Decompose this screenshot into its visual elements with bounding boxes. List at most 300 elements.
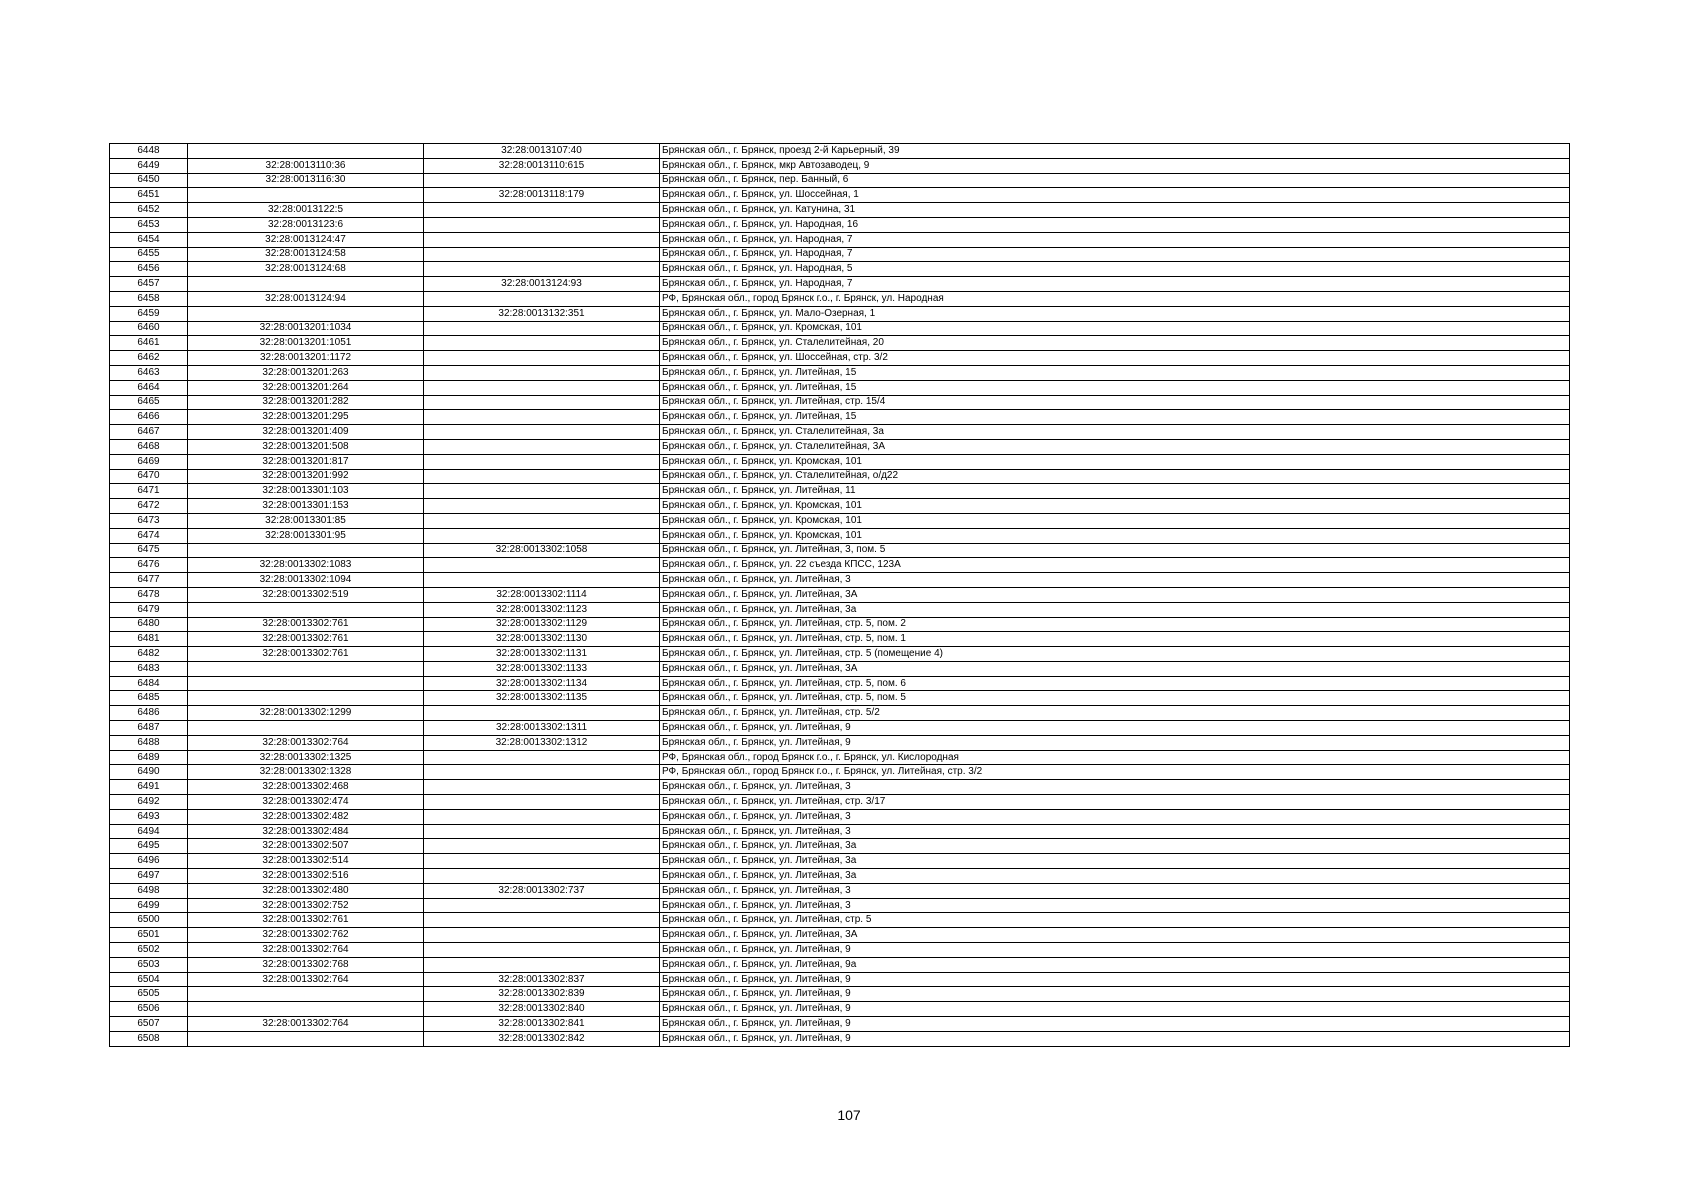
cadastral-number-cell: 32:28:0013110:36 — [188, 158, 424, 173]
table-row — [110, 380, 1570, 395]
object-cadastral-number-cell — [424, 410, 660, 425]
row-number-cell: 6462 — [110, 351, 188, 366]
table-row — [110, 795, 1570, 810]
cadastral-number-cell — [188, 987, 424, 1002]
object-cadastral-number-cell — [424, 365, 660, 380]
object-cadastral-number-cell — [424, 750, 660, 765]
object-cadastral-number-cell: 32:28:0013302:840 — [424, 1002, 660, 1017]
table-row — [110, 262, 1570, 277]
object-cadastral-number-cell — [424, 454, 660, 469]
cadastral-number-cell — [188, 277, 424, 292]
address-cell: Брянская обл., г. Брянск, ул. 22 съезда КПСС, 123А — [660, 558, 1570, 573]
cadastral-number-cell — [188, 543, 424, 558]
object-cadastral-number-cell — [424, 173, 660, 188]
address-cell: Брянская обл., г. Брянск, ул. Катунина, 31 — [660, 203, 1570, 218]
table-row — [110, 291, 1570, 306]
address-cell: Брянская обл., г. Брянск, ул. Литейная, стр. 15/4 — [660, 395, 1570, 410]
row-number-cell: 6473 — [110, 513, 188, 528]
table-row — [110, 543, 1570, 558]
address-cell: РФ, Брянская обл., город Брянск г.о., г. Брянск, ул. Литейная, стр. 3/2 — [660, 765, 1570, 780]
row-number-cell: 6488 — [110, 735, 188, 750]
table-row — [110, 928, 1570, 943]
object-cadastral-number-cell — [424, 898, 660, 913]
cadastral-number-cell: 32:28:0013302:519 — [188, 587, 424, 602]
object-cadastral-number-cell: 32:28:0013302:1130 — [424, 632, 660, 647]
object-cadastral-number-cell — [424, 943, 660, 958]
table-row — [110, 824, 1570, 839]
cadastral-number-cell: 32:28:0013302:764 — [188, 1017, 424, 1032]
address-cell: Брянская обл., г. Брянск, ул. Литейная, 9 — [660, 735, 1570, 750]
table-row — [110, 587, 1570, 602]
cadastral-number-cell — [188, 602, 424, 617]
cadastral-number-cell: 32:28:0013124:47 — [188, 232, 424, 247]
table-row — [110, 321, 1570, 336]
table-row — [110, 277, 1570, 292]
table-row — [110, 499, 1570, 514]
table-row — [110, 425, 1570, 440]
table-row — [110, 144, 1570, 159]
table-row — [110, 454, 1570, 469]
row-number-cell: 6495 — [110, 839, 188, 854]
object-cadastral-number-cell: 32:28:0013118:179 — [424, 188, 660, 203]
address-cell: Брянская обл., г. Брянск, ул. Литейная, 3А — [660, 661, 1570, 676]
row-number-cell: 6466 — [110, 410, 188, 425]
table-row — [110, 158, 1570, 173]
table-row — [110, 750, 1570, 765]
row-number-cell: 6478 — [110, 587, 188, 602]
address-cell: Брянская обл., г. Брянск, пер. Банный, 6 — [660, 173, 1570, 188]
table-row — [110, 632, 1570, 647]
object-cadastral-number-cell — [424, 558, 660, 573]
row-number-cell: 6508 — [110, 1031, 188, 1046]
address-cell: Брянская обл., г. Брянск, ул. Литейная, 9 — [660, 987, 1570, 1002]
address-cell: Брянская обл., г. Брянск, ул. Шоссейная, 1 — [660, 188, 1570, 203]
address-cell: Брянская обл., г. Брянск, ул. Литейная, стр. 5, пом. 1 — [660, 632, 1570, 647]
object-cadastral-number-cell: 32:28:0013132:351 — [424, 306, 660, 321]
address-cell: Брянская обл., г. Брянск, ул. Литейная, 9 — [660, 972, 1570, 987]
cadastral-number-cell: 32:28:0013302:764 — [188, 943, 424, 958]
object-cadastral-number-cell — [424, 869, 660, 884]
row-number-cell: 6479 — [110, 602, 188, 617]
table-row — [110, 203, 1570, 218]
address-cell: Брянская обл., г. Брянск, ул. Народная, 7 — [660, 247, 1570, 262]
address-cell: Брянская обл., г. Брянск, ул. Народная, 7 — [660, 232, 1570, 247]
row-number-cell: 6470 — [110, 469, 188, 484]
address-cell: Брянская обл., г. Брянск, ул. Литейная, 3 — [660, 780, 1570, 795]
row-number-cell: 6448 — [110, 144, 188, 159]
table-row — [110, 173, 1570, 188]
table-row — [110, 439, 1570, 454]
cadastral-number-cell: 32:28:0013302:516 — [188, 869, 424, 884]
row-number-cell: 6463 — [110, 365, 188, 380]
address-cell: Брянская обл., г. Брянск, ул. Литейная, 3А — [660, 928, 1570, 943]
address-cell: Брянская обл., г. Брянск, ул. Литейная, стр. 5 — [660, 913, 1570, 928]
table-row — [110, 513, 1570, 528]
row-number-cell: 6492 — [110, 795, 188, 810]
table-row — [110, 809, 1570, 824]
row-number-cell: 6490 — [110, 765, 188, 780]
address-cell: Брянская обл., г. Брянск, ул. Литейная, 15 — [660, 365, 1570, 380]
row-number-cell: 6461 — [110, 336, 188, 351]
row-number-cell: 6506 — [110, 1002, 188, 1017]
cadastral-number-cell — [188, 306, 424, 321]
address-cell: Брянская обл., г. Брянск, ул. Литейная, 3 — [660, 573, 1570, 588]
table-row — [110, 1017, 1570, 1032]
object-cadastral-number-cell: 32:28:0013302:839 — [424, 987, 660, 1002]
table-row — [110, 573, 1570, 588]
object-cadastral-number-cell — [424, 854, 660, 869]
cadastral-number-cell: 32:28:0013302:761 — [188, 913, 424, 928]
row-number-cell: 6497 — [110, 869, 188, 884]
object-cadastral-number-cell — [424, 232, 660, 247]
row-number-cell: 6457 — [110, 277, 188, 292]
address-cell: Брянская обл., г. Брянск, ул. Литейная, 3 — [660, 809, 1570, 824]
table-row — [110, 217, 1570, 232]
cadastral-number-cell — [188, 1002, 424, 1017]
address-cell: Брянская обл., г. Брянск, ул. Кромская, 101 — [660, 454, 1570, 469]
table-row — [110, 898, 1570, 913]
row-number-cell: 6482 — [110, 647, 188, 662]
cadastral-number-cell: 32:28:0013201:1051 — [188, 336, 424, 351]
cadastral-number-cell: 32:28:0013201:409 — [188, 425, 424, 440]
address-cell: РФ, Брянская обл., город Брянск г.о., г. Брянск, ул. Кислородная — [660, 750, 1570, 765]
address-cell: Брянская обл., г. Брянск, ул. Сталелитейная, 3а — [660, 425, 1570, 440]
object-cadastral-number-cell: 32:28:0013302:837 — [424, 972, 660, 987]
row-number-cell: 6505 — [110, 987, 188, 1002]
address-cell: Брянская обл., г. Брянск, ул. Литейная, 3 — [660, 898, 1570, 913]
page-number: 107 — [837, 1107, 861, 1123]
object-cadastral-number-cell — [424, 247, 660, 262]
cadastral-number-cell: 32:28:0013122:5 — [188, 203, 424, 218]
table-row — [110, 780, 1570, 795]
cadastral-number-cell: 32:28:0013201:1172 — [188, 351, 424, 366]
table-row — [110, 943, 1570, 958]
table-row — [110, 676, 1570, 691]
address-cell: Брянская обл., г. Брянск, ул. Мало-Озерная, 1 — [660, 306, 1570, 321]
table-row — [110, 765, 1570, 780]
cadastral-number-cell: 32:28:0013302:761 — [188, 647, 424, 662]
address-cell: Брянская обл., г. Брянск, ул. Литейная, 9 — [660, 721, 1570, 736]
address-cell: Брянская обл., г. Брянск, ул. Литейная, 9 — [660, 1002, 1570, 1017]
object-cadastral-number-cell — [424, 439, 660, 454]
object-cadastral-number-cell — [424, 573, 660, 588]
address-cell: Брянская обл., г. Брянск, ул. Литейная, стр. 5/2 — [660, 706, 1570, 721]
object-cadastral-number-cell: 32:28:0013302:1123 — [424, 602, 660, 617]
address-cell: Брянская обл., г. Брянск, ул. Литейная, стр. 3/17 — [660, 795, 1570, 810]
cadastral-number-cell — [188, 188, 424, 203]
row-number-cell: 6460 — [110, 321, 188, 336]
object-cadastral-number-cell — [424, 351, 660, 366]
address-cell: Брянская обл., г. Брянск, ул. Сталелитейная, 20 — [660, 336, 1570, 351]
cadastral-number-cell: 32:28:0013201:263 — [188, 365, 424, 380]
table-row — [110, 839, 1570, 854]
table-row — [110, 957, 1570, 972]
address-cell: Брянская обл., г. Брянск, ул. Народная, 16 — [660, 217, 1570, 232]
address-cell: Брянская обл., г. Брянск, ул. Литейная, 15 — [660, 410, 1570, 425]
cadastral-number-cell: 32:28:0013302:1328 — [188, 765, 424, 780]
cadastral-number-cell: 32:28:0013302:764 — [188, 735, 424, 750]
row-number-cell: 6453 — [110, 217, 188, 232]
object-cadastral-number-cell: 32:28:0013302:1131 — [424, 647, 660, 662]
table-row — [110, 721, 1570, 736]
row-number-cell: 6452 — [110, 203, 188, 218]
address-cell: Брянская обл., г. Брянск, ул. Кромская, 101 — [660, 513, 1570, 528]
object-cadastral-number-cell — [424, 336, 660, 351]
address-cell: Брянская обл., г. Брянск, ул. Литейная, 3а — [660, 869, 1570, 884]
row-number-cell: 6500 — [110, 913, 188, 928]
table-row — [110, 469, 1570, 484]
address-cell: Брянская обл., г. Брянск, ул. Литейная, 15 — [660, 380, 1570, 395]
row-number-cell: 6480 — [110, 617, 188, 632]
cadastral-number-cell: 32:28:0013302:484 — [188, 824, 424, 839]
row-number-cell: 6487 — [110, 721, 188, 736]
object-cadastral-number-cell — [424, 217, 660, 232]
object-cadastral-number-cell — [424, 765, 660, 780]
row-number-cell: 6494 — [110, 824, 188, 839]
object-cadastral-number-cell: 32:28:0013302:1129 — [424, 617, 660, 632]
cadastral-number-cell: 32:28:0013201:508 — [188, 439, 424, 454]
row-number-cell: 6467 — [110, 425, 188, 440]
object-cadastral-number-cell — [424, 203, 660, 218]
cadastral-number-cell: 32:28:0013201:992 — [188, 469, 424, 484]
row-number-cell: 6485 — [110, 691, 188, 706]
cadastral-number-cell: 32:28:0013302:514 — [188, 854, 424, 869]
table-row — [110, 410, 1570, 425]
registry-table-body — [110, 144, 1570, 1047]
object-cadastral-number-cell: 32:28:0013302:1135 — [424, 691, 660, 706]
object-cadastral-number-cell — [424, 528, 660, 543]
table-row — [110, 188, 1570, 203]
object-cadastral-number-cell — [424, 913, 660, 928]
address-cell: Брянская обл., г. Брянск, ул. Литейная, 3а — [660, 839, 1570, 854]
object-cadastral-number-cell: 32:28:0013302:1134 — [424, 676, 660, 691]
address-cell: Брянская обл., г. Брянск, ул. Литейная, 9 — [660, 1031, 1570, 1046]
address-cell: Брянская обл., г. Брянск, ул. Кромская, 101 — [660, 528, 1570, 543]
table-row — [110, 735, 1570, 750]
cadastral-number-cell: 32:28:0013201:282 — [188, 395, 424, 410]
row-number-cell: 6477 — [110, 573, 188, 588]
address-cell: Брянская обл., г. Брянск, ул. Литейная, стр. 5 (помещение 4) — [660, 647, 1570, 662]
row-number-cell: 6459 — [110, 306, 188, 321]
row-number-cell: 6498 — [110, 883, 188, 898]
row-number-cell: 6484 — [110, 676, 188, 691]
row-number-cell: 6489 — [110, 750, 188, 765]
row-number-cell: 6501 — [110, 928, 188, 943]
address-cell: Брянская обл., г. Брянск, проезд 2-й Карьерный, 39 — [660, 144, 1570, 159]
table-row — [110, 395, 1570, 410]
cadastral-number-cell: 32:28:0013124:68 — [188, 262, 424, 277]
object-cadastral-number-cell: 32:28:0013107:40 — [424, 144, 660, 159]
object-cadastral-number-cell: 32:28:0013302:841 — [424, 1017, 660, 1032]
cadastral-number-cell: 32:28:0013201:1034 — [188, 321, 424, 336]
cadastral-number-cell: 32:28:0013302:474 — [188, 795, 424, 810]
cadastral-number-cell: 32:28:0013201:295 — [188, 410, 424, 425]
address-cell: Брянская обл., г. Брянск, мкр Автозаводец, 9 — [660, 158, 1570, 173]
row-number-cell: 6496 — [110, 854, 188, 869]
row-number-cell: 6471 — [110, 484, 188, 499]
cadastral-number-cell: 32:28:0013201:264 — [188, 380, 424, 395]
row-number-cell: 6455 — [110, 247, 188, 262]
cadastral-number-cell: 32:28:0013302:768 — [188, 957, 424, 972]
address-cell: Брянская обл., г. Брянск, ул. Сталелитейная, о/д22 — [660, 469, 1570, 484]
cadastral-number-cell — [188, 721, 424, 736]
address-cell: Брянская обл., г. Брянск, ул. Литейная, 9 — [660, 943, 1570, 958]
object-cadastral-number-cell — [424, 499, 660, 514]
table-row — [110, 351, 1570, 366]
row-number-cell: 6503 — [110, 957, 188, 972]
table-row — [110, 247, 1570, 262]
table-row — [110, 336, 1570, 351]
row-number-cell: 6507 — [110, 1017, 188, 1032]
table-row — [110, 1031, 1570, 1046]
object-cadastral-number-cell — [424, 513, 660, 528]
object-cadastral-number-cell — [424, 795, 660, 810]
cadastral-number-cell: 32:28:0013301:153 — [188, 499, 424, 514]
object-cadastral-number-cell — [424, 928, 660, 943]
cadastral-number-cell: 32:28:0013302:752 — [188, 898, 424, 913]
cadastral-number-cell — [188, 144, 424, 159]
object-cadastral-number-cell: 32:28:0013302:842 — [424, 1031, 660, 1046]
row-number-cell: 6449 — [110, 158, 188, 173]
row-number-cell: 6465 — [110, 395, 188, 410]
table-row — [110, 1002, 1570, 1017]
cadastral-number-cell: 32:28:0013302:761 — [188, 617, 424, 632]
row-number-cell: 6451 — [110, 188, 188, 203]
row-number-cell: 6502 — [110, 943, 188, 958]
object-cadastral-number-cell — [424, 809, 660, 824]
address-cell: Брянская обл., г. Брянск, ул. Народная, 7 — [660, 277, 1570, 292]
object-cadastral-number-cell — [424, 484, 660, 499]
row-number-cell: 6493 — [110, 809, 188, 824]
address-cell: Брянская обл., г. Брянск, ул. Литейная, 3а — [660, 602, 1570, 617]
cadastral-number-cell: 32:28:0013302:468 — [188, 780, 424, 795]
table-row — [110, 306, 1570, 321]
row-number-cell: 6464 — [110, 380, 188, 395]
row-number-cell: 6475 — [110, 543, 188, 558]
row-number-cell: 6499 — [110, 898, 188, 913]
object-cadastral-number-cell: 32:28:0013110:615 — [424, 158, 660, 173]
table-row — [110, 365, 1570, 380]
object-cadastral-number-cell: 32:28:0013302:737 — [424, 883, 660, 898]
row-number-cell: 6469 — [110, 454, 188, 469]
row-number-cell: 6454 — [110, 232, 188, 247]
object-cadastral-number-cell: 32:28:0013124:93 — [424, 277, 660, 292]
table-row — [110, 647, 1570, 662]
address-cell: Брянская обл., г. Брянск, ул. Литейная, 3 — [660, 824, 1570, 839]
table-row — [110, 558, 1570, 573]
cadastral-number-cell — [188, 691, 424, 706]
address-cell: Брянская обл., г. Брянск, ул. Литейная, 3А — [660, 587, 1570, 602]
cadastral-number-cell: 32:28:0013302:482 — [188, 809, 424, 824]
cadastral-number-cell: 32:28:0013302:761 — [188, 632, 424, 647]
table-row — [110, 913, 1570, 928]
address-cell: Брянская обл., г. Брянск, ул. Сталелитейная, 3А — [660, 439, 1570, 454]
row-number-cell: 6504 — [110, 972, 188, 987]
address-cell: Брянская обл., г. Брянск, ул. Литейная, 9а — [660, 957, 1570, 972]
address-cell: Брянская обл., г. Брянск, ул. Литейная, стр. 5, пом. 5 — [660, 691, 1570, 706]
object-cadastral-number-cell: 32:28:0013302:1133 — [424, 661, 660, 676]
object-cadastral-number-cell — [424, 706, 660, 721]
table-row — [110, 706, 1570, 721]
cadastral-number-cell: 32:28:0013302:1094 — [188, 573, 424, 588]
table-row — [110, 972, 1570, 987]
cadastral-number-cell: 32:28:0013302:1083 — [188, 558, 424, 573]
row-number-cell: 6476 — [110, 558, 188, 573]
table-row — [110, 987, 1570, 1002]
object-cadastral-number-cell: 32:28:0013302:1312 — [424, 735, 660, 750]
object-cadastral-number-cell — [424, 824, 660, 839]
cadastral-number-cell: 32:28:0013201:817 — [188, 454, 424, 469]
row-number-cell: 6474 — [110, 528, 188, 543]
table-row — [110, 869, 1570, 884]
table-row — [110, 883, 1570, 898]
row-number-cell: 6481 — [110, 632, 188, 647]
object-cadastral-number-cell — [424, 395, 660, 410]
cadastral-number-cell — [188, 1031, 424, 1046]
row-number-cell: 6450 — [110, 173, 188, 188]
cadastral-number-cell: 32:28:0013302:480 — [188, 883, 424, 898]
object-cadastral-number-cell: 32:28:0013302:1058 — [424, 543, 660, 558]
cadastral-number-cell: 32:28:0013124:58 — [188, 247, 424, 262]
address-cell: Брянская обл., г. Брянск, ул. Литейная, стр. 5, пом. 2 — [660, 617, 1570, 632]
address-cell: Брянская обл., г. Брянск, ул. Литейная, стр. 5, пом. 6 — [660, 676, 1570, 691]
cadastral-number-cell: 32:28:0013123:6 — [188, 217, 424, 232]
object-cadastral-number-cell — [424, 291, 660, 306]
cadastral-number-cell: 32:28:0013301:103 — [188, 484, 424, 499]
cadastral-number-cell: 32:28:0013302:1299 — [188, 706, 424, 721]
table-row — [110, 232, 1570, 247]
object-cadastral-number-cell — [424, 380, 660, 395]
object-cadastral-number-cell: 32:28:0013302:1114 — [424, 587, 660, 602]
table-row — [110, 661, 1570, 676]
address-cell: РФ, Брянская обл., город Брянск г.о., г. Брянск, ул. Народная — [660, 291, 1570, 306]
row-number-cell: 6472 — [110, 499, 188, 514]
cadastral-number-cell: 32:28:0013116:30 — [188, 173, 424, 188]
table-row — [110, 484, 1570, 499]
object-cadastral-number-cell — [424, 262, 660, 277]
address-cell: Брянская обл., г. Брянск, ул. Литейная, 3, пом. 5 — [660, 543, 1570, 558]
cadastral-number-cell — [188, 661, 424, 676]
registry-table — [109, 143, 1570, 1047]
address-cell: Брянская обл., г. Брянск, ул. Кромская, 101 — [660, 499, 1570, 514]
row-number-cell: 6458 — [110, 291, 188, 306]
object-cadastral-number-cell — [424, 469, 660, 484]
row-number-cell: 6486 — [110, 706, 188, 721]
cadastral-number-cell — [188, 676, 424, 691]
cadastral-number-cell: 32:28:0013301:85 — [188, 513, 424, 528]
table-row — [110, 602, 1570, 617]
table-row — [110, 854, 1570, 869]
object-cadastral-number-cell — [424, 957, 660, 972]
object-cadastral-number-cell — [424, 425, 660, 440]
cadastral-number-cell: 32:28:0013302:507 — [188, 839, 424, 854]
object-cadastral-number-cell — [424, 839, 660, 854]
row-number-cell: 6491 — [110, 780, 188, 795]
address-cell: Брянская обл., г. Брянск, ул. Литейная, 3 — [660, 883, 1570, 898]
table-row — [110, 691, 1570, 706]
address-cell: Брянская обл., г. Брянск, ул. Кромская, 101 — [660, 321, 1570, 336]
table-row — [110, 617, 1570, 632]
row-number-cell: 6468 — [110, 439, 188, 454]
row-number-cell: 6456 — [110, 262, 188, 277]
address-cell: Брянская обл., г. Брянск, ул. Литейная, 3а — [660, 854, 1570, 869]
object-cadastral-number-cell — [424, 780, 660, 795]
object-cadastral-number-cell: 32:28:0013302:1311 — [424, 721, 660, 736]
cadastral-number-cell: 32:28:0013302:762 — [188, 928, 424, 943]
address-cell: Брянская обл., г. Брянск, ул. Литейная, 11 — [660, 484, 1570, 499]
cadastral-number-cell: 32:28:0013301:95 — [188, 528, 424, 543]
cadastral-number-cell: 32:28:0013302:1325 — [188, 750, 424, 765]
